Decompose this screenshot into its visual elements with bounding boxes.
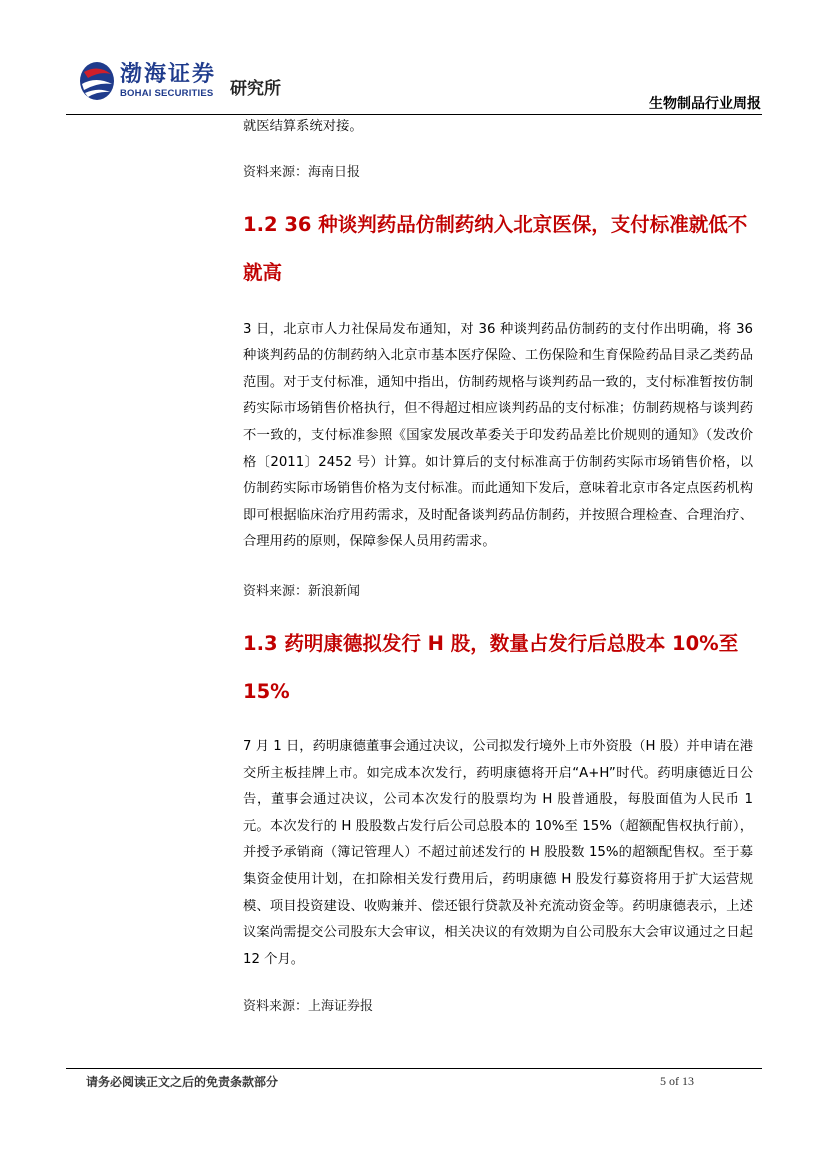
intro-tail-paragraph: 就医结算系统对接。	[243, 119, 363, 134]
institute-name: 研究所	[230, 79, 281, 99]
report-type: 生物制品行业周报	[649, 96, 761, 112]
bohai-logo-icon	[78, 60, 116, 102]
page-content	[243, 116, 753, 1017]
section-heading-1-3: 1.3 药明康德拟发行 H 股，数量占发行后总股本 10%至 15%	[243, 631, 739, 703]
disclaimer-note: 请务必阅读正文之后的免责条款部分	[86, 1075, 279, 1089]
section-1-3-body: 7 月 1 日，药明康德董事会通过决议，公司拟发行境外上市外资股（H 股）并申请在港交所主板挂牌上市。如完成本次发行，药明康德将开启“A+H”时代。药明康德近日公告，董事会通过决议，公司本次发行的股票均为 H 股普通股，每股面值为人民币 1 元。本次发行的 H 股股数占发行后公司总股本的 10%至 15%（超额配售权执行前），并授予承销商（簿记管理人）不超过前述发行的 H 股股数 15%的超额配售权。至于募集资金使用计划，在扣除相关发行费用后，药明康德 H 股发行募资将用于扩大运营规模、项目投资建设、收购兼并、偿还银行贷款及补充流动资金等。药明康德表示，上述议案尚需提交公司股东大会审议，相关决议的有效期为自公司股东大会审议通过之日起 12 个月。	[243, 738, 753, 967]
page-number: 5 of 13	[660, 1074, 694, 1088]
source-note: 资料来源：海南日报	[243, 164, 361, 180]
section-heading-1-2: 1.2 36 种谈判药品仿制药纳入北京医保，支付标准就低不就高	[243, 212, 748, 284]
section-1-2-body: 3 日，北京市人力社保局发布通知，对 36 种谈判药品仿制药的支付作出明确，将 36 种谈判药品的仿制药纳入北京市基本医疗保险、工伤保险和生育保险药品目录乙类药品范围。对于支付标准，通知中指出，仿制药规格与谈判药品一致的，支付标准暂按仿制药实际市场销售价格执行，但不得超过相应谈判药品的支付标准；仿制药规格与谈判药不一致的，支付标准参照《国家发展改革委关于印发药品差比价规则的通知》（发改价格〔2011〕2452 号）计算。如计算后的支付标准高于仿制药实际市场销售价格，以仿制药实际市场销售价格为支付标准。而此通知下发后，意味着北京市各定点医药机构即可根据临床治疗用药需求，及时配备谈判药品仿制药，并按照合理检查、合理治疗、合理用药的原则，保障参保人员用药需求。	[243, 321, 753, 550]
source-note: 资料来源：新浪新闻	[243, 583, 361, 599]
source-note: 资料来源：上海证券报	[243, 999, 374, 1015]
footer-divider	[66, 1068, 762, 1069]
logo-english-name: BOHAI SECURITIES	[120, 88, 214, 99]
logo-chinese-name: 渤海证券	[120, 61, 217, 87]
page-header	[0, 0, 827, 120]
